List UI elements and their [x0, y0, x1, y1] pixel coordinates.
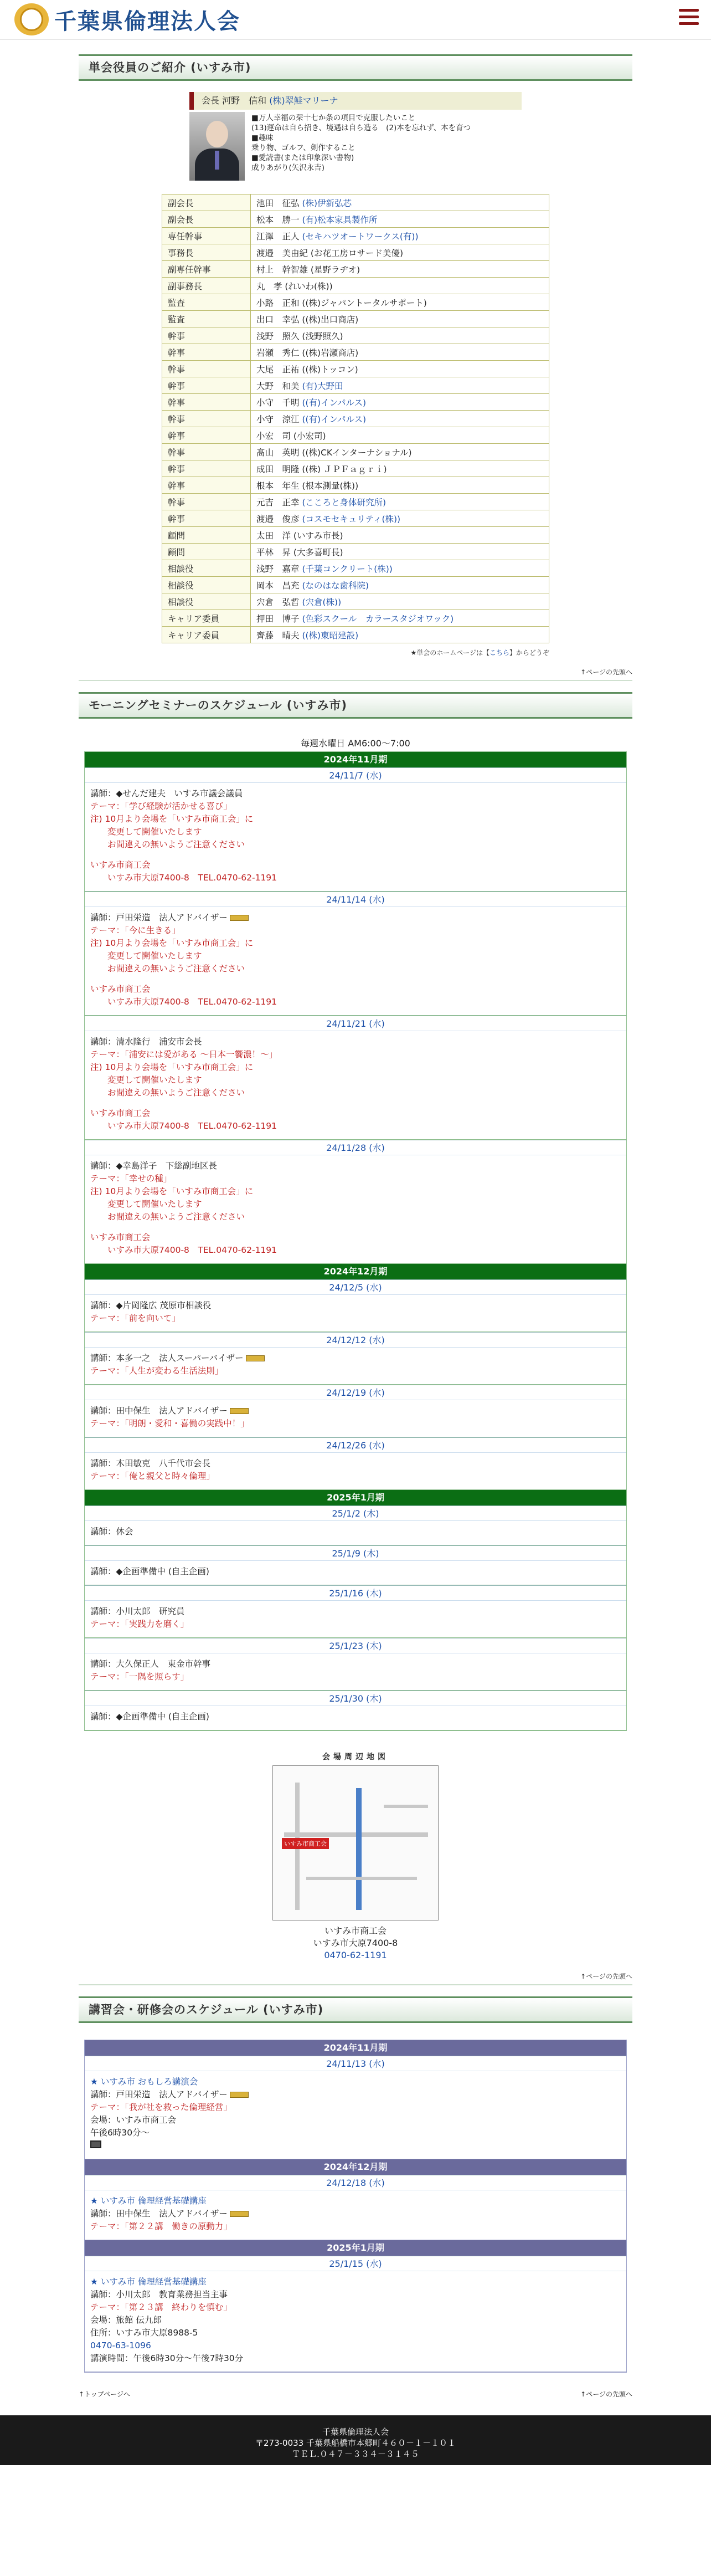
officer-name-cell: [251, 361, 549, 377]
officer-company-link[interactable]: (有)大野田: [302, 381, 343, 391]
officer-name-cell: [251, 444, 549, 460]
officer-name-cell: [251, 278, 549, 294]
seminar-date: 24/11/13 (水): [85, 2056, 626, 2071]
president-text-line: ■趣味: [251, 134, 274, 142]
schedule-entry: [85, 1155, 626, 1264]
officer-role: 副会長: [162, 194, 251, 211]
map-caption: いすみ市商工会 いすみ市大原7400-8 0470-62-1191: [313, 1925, 398, 1960]
pagetop-link[interactable]: ↑ページの先頭へ: [580, 1973, 632, 1980]
officer-name-cell: [251, 377, 549, 394]
footer-address: 〒273-0033 千葉県船橋市本郷町４６０－１－１０１: [255, 2438, 456, 2448]
speaker: [90, 1457, 621, 1470]
site-header: [0, 0, 711, 40]
officer-company-link[interactable]: (なのはな歯科院): [302, 580, 369, 591]
officer-role: 幹事: [162, 510, 251, 527]
officer-name: 小路 正和 ((株)ジャパントータルサポート): [256, 298, 427, 308]
pagetop-link[interactable]: ↑ページの先頭へ: [580, 2390, 632, 2398]
officer-role: 顧問: [162, 527, 251, 544]
officer-name-cell: [251, 394, 549, 411]
officer-row: [162, 244, 549, 261]
theme: テーマ：「学び経験が活かせる喜び」: [90, 801, 232, 811]
officer-name-cell: [251, 460, 549, 477]
officer-row: [162, 527, 549, 544]
month-header: 2024年12月期: [85, 1264, 626, 1279]
speaker-text: 講師：◆片岡隆広 茂原市相談役: [90, 1300, 212, 1310]
officer-role: 事務長: [162, 244, 251, 261]
menu-hamburger-icon[interactable]: [679, 9, 699, 25]
schedule-date: 24/12/5 (水): [85, 1279, 626, 1295]
officer-role: 幹事: [162, 444, 251, 460]
officer-role: 専任幹事: [162, 228, 251, 244]
officer-name: 村上 幹智雄 (星野ラヂオ): [256, 264, 360, 275]
officer-name: 丸 孝 (れいわ(株)): [256, 281, 333, 291]
seminar-title-link[interactable]: ★ いすみ市 倫理経営基礎講座: [90, 2196, 207, 2206]
speaker: [90, 1036, 621, 1048]
profile-badge-icon[interactable]: [230, 1408, 249, 1414]
speaker-text: 講師：休会: [90, 1527, 133, 1537]
officer-name-cell: [251, 344, 549, 361]
schedule-date: 24/12/26 (水): [85, 1437, 626, 1453]
pagetop-link[interactable]: ↑ページの先頭へ: [580, 668, 632, 676]
schedule-entry: [85, 783, 626, 892]
officer-company-link[interactable]: (色彩スクール カラースタジオワック): [302, 613, 454, 624]
officer-name: 小守 千明: [256, 397, 300, 408]
profile-badge-icon[interactable]: [230, 2211, 249, 2217]
officer-name-cell: [251, 211, 549, 228]
schedule-date: 24/11/7 (水): [85, 767, 626, 783]
officer-company-link[interactable]: ((株)東昭建設): [302, 630, 359, 641]
officer-name: 渡邉 美由紀 (お花工房ロサード美優): [256, 248, 404, 258]
officer-name: 元吉 正幸: [256, 497, 300, 508]
officers-heading: 単会役員のご紹介 (いすみ市): [79, 54, 632, 81]
schedule-entry: [85, 1706, 626, 1730]
officer-row: [162, 327, 549, 344]
venue-change-note: 注) 10月より会場を「いすみ市商工会」に: [90, 938, 254, 948]
morning-section: [79, 692, 632, 1985]
officer-name: 齊藤 晴夫: [256, 630, 300, 641]
officer-row: [162, 544, 549, 560]
spacer: [90, 975, 621, 983]
schedule-date: 24/12/12 (水): [85, 1332, 626, 1348]
officer-name: 大野 和美: [256, 381, 300, 391]
logo-mark-icon: [14, 3, 49, 35]
theme: テーマ：「今に生きる」: [90, 925, 181, 935]
officer-company-link[interactable]: (コスモセキュリティ(株)): [302, 514, 401, 524]
theme: テーマ：「第２３講 終わりを慎む」: [90, 2302, 232, 2312]
venue-line: いすみ市商工会: [90, 860, 151, 870]
venue-change-note: 変更して開催いたします: [90, 1199, 202, 1209]
site-footer: [0, 2415, 711, 2465]
officer-role: 監査: [162, 311, 251, 327]
officer-row: [162, 560, 549, 577]
venue-change-note: 注) 10月より会場を「いすみ市商工会」に: [90, 1186, 254, 1196]
map-venue-label: いすみ市商工会: [282, 1838, 329, 1849]
officer-name-cell: [251, 194, 549, 211]
seminar-line: 会場：いすみ市商工会: [90, 2115, 177, 2125]
officer-role: 副専任幹事: [162, 261, 251, 278]
speaker: [90, 1565, 621, 1578]
officer-name-cell: [251, 228, 549, 244]
officer-name-cell: [251, 261, 549, 278]
speaker: [90, 2088, 621, 2101]
profile-badge-icon[interactable]: [230, 915, 249, 921]
homepage-link[interactable]: こちら: [489, 649, 509, 657]
officer-name: 太田 洋 (いすみ市長): [256, 530, 343, 541]
officer-name-cell: [251, 627, 549, 643]
officer-row: [162, 460, 549, 477]
speaker-text: 講師：木田敏克 八千代市会長: [90, 1458, 211, 1468]
officers-table: [162, 194, 549, 643]
president-company-link[interactable]: (株)翠鮭マリーナ: [269, 95, 338, 106]
seminar-line: 住所：いすみ市大原8988-5: [90, 2328, 198, 2338]
officers-section: [79, 54, 632, 681]
officer-row: [162, 278, 549, 294]
officer-name-cell: [251, 411, 549, 427]
president-text-line: 成りあがり(矢沢永吉): [251, 163, 325, 172]
speaker-text: 講師：田中保生 法人アドバイザー: [90, 1406, 228, 1416]
officer-role: 幹事: [162, 427, 251, 444]
officer-row: [162, 593, 549, 610]
seminar-line: 午後6時30分〜: [90, 2128, 150, 2138]
president-text-line: 乗り物、ゴルフ、剣作すること: [251, 144, 356, 152]
officer-row: [162, 444, 549, 460]
spacer: [90, 1099, 621, 1107]
venue-tel-link[interactable]: 0470-62-1191: [324, 1950, 387, 1960]
spacer: [90, 851, 621, 859]
officer-name-cell: [251, 544, 549, 560]
morning-time: 毎週水曜日 AM6:00〜7:00: [301, 738, 410, 749]
officer-name-cell: [251, 560, 549, 577]
venue-change-note: お間違えの無いようご注意ください: [90, 1088, 245, 1098]
theme: テーマ：「俺と親父と時々倫理」: [90, 1471, 215, 1481]
seminar-tel-link[interactable]: 0470-63-1096: [90, 2341, 151, 2350]
officer-role: 幹事: [162, 327, 251, 344]
officer-name-cell: [251, 494, 549, 510]
officer-name-cell: [251, 577, 549, 593]
officer-row: [162, 344, 549, 361]
month-header: 2024年11月期: [85, 752, 626, 767]
venue-map[interactable]: [272, 1765, 439, 1921]
schedule-date: 25/1/30 (木): [85, 1691, 626, 1706]
officer-row: [162, 228, 549, 244]
speaker-text: 講師：戸田栄造 法人アドバイザー: [90, 913, 228, 923]
officer-name-cell: [251, 510, 549, 527]
officer-row: [162, 261, 549, 278]
speaker-text: 講師：戸田栄造 法人アドバイザー: [90, 2090, 228, 2099]
officer-role: 幹事: [162, 460, 251, 477]
speaker: [90, 1160, 621, 1172]
speaker-text: 講師：清水隆行 浦安市会長: [90, 1037, 202, 1047]
president-label: 会長 河野 信和: [202, 95, 267, 106]
officer-name: 浅野 嘉章: [256, 564, 300, 574]
schedule-date: 24/11/21 (水): [85, 1016, 626, 1031]
officer-name: 岡本 昌充: [256, 580, 300, 591]
theme: テーマ：「人生が変わる生活法則」: [90, 1366, 224, 1376]
theme: テーマ：「我が社を救った倫理経営」: [90, 2102, 232, 2112]
venue-line: いすみ市商工会: [90, 1108, 151, 1118]
theme: テーマ：「前を向いて」: [90, 1313, 181, 1323]
venue-line: いすみ市大原7400-8 TEL.0470-62-1191: [90, 873, 277, 883]
officer-row: [162, 427, 549, 444]
officer-name: 出口 幸弘 ((株)出口商店): [256, 314, 359, 325]
officer-role: 監査: [162, 294, 251, 311]
officer-row: [162, 394, 549, 411]
theme: テーマ：「実践力を磨く」: [90, 1619, 189, 1629]
seminar-entry: [85, 2271, 626, 2372]
seminar-date: 25/1/15 (水): [85, 2256, 626, 2271]
officer-company-link[interactable]: (こころと身体研究所): [302, 497, 387, 508]
officer-row: [162, 194, 549, 211]
officer-role: 幹事: [162, 394, 251, 411]
officer-role: 幹事: [162, 411, 251, 427]
theme: テーマ：「明朗・愛和・喜働の実践中！」: [90, 1418, 249, 1428]
seminar-line: 会場：旅館 伝九郎: [90, 2315, 162, 2325]
president-bar: [189, 92, 522, 110]
divider: [79, 1984, 632, 1985]
month-header: 2025年1月期: [85, 2240, 626, 2256]
month-header: 2025年1月期: [85, 1490, 626, 1505]
speaker-text: 講師：小川太郎 研究員: [90, 1606, 185, 1616]
officer-company-link[interactable]: (有)松本家具製作所: [302, 214, 378, 225]
speaker-text: 講師：◆幸島洋子 下総副地区長: [90, 1161, 217, 1171]
officer-name: 江澤 正人: [256, 231, 300, 242]
schedule-date: 25/1/9 (木): [85, 1545, 626, 1561]
footer-org: 千葉県倫理法人会: [322, 2427, 389, 2437]
president-text-line: (13)運命は自ら招き、境遇は自ら造る (2)本を忘れず、本を育つ: [251, 124, 471, 132]
speaker-text: 講師：◆企画準備中 (自主企画): [90, 1712, 209, 1722]
venue-change-note: お間違えの無いようご注意ください: [90, 1212, 245, 1222]
officer-role: 相談役: [162, 593, 251, 610]
speaker: [90, 2288, 621, 2301]
seminar-title-link[interactable]: ★ いすみ市 おもしろ講演会: [90, 2077, 198, 2087]
officer-company-link[interactable]: (株)伊新弘芯: [302, 198, 352, 208]
officer-name: 押田 博子: [256, 613, 300, 624]
speaker-text: 講師：◆せんだ建夫 いすみ市議会議員: [90, 788, 243, 798]
officer-row: [162, 361, 549, 377]
officer-role: 幹事: [162, 494, 251, 510]
officer-company-link[interactable]: (宍倉(株)): [302, 597, 342, 607]
officer-row: [162, 211, 549, 228]
president-text: [251, 112, 471, 181]
officer-name: 池田 征弘: [256, 198, 300, 208]
officer-company-link[interactable]: (セキハツオートワークス(有)): [302, 231, 419, 242]
schedule-entry: [85, 1561, 626, 1585]
officer-name-cell: [251, 593, 549, 610]
schedule-date: 25/1/16 (木): [85, 1585, 626, 1601]
officer-company-link[interactable]: (千葉コンクリート(株)): [302, 564, 393, 574]
venue-change-note: お間違えの無いようご注意ください: [90, 839, 245, 849]
officer-row: [162, 627, 549, 643]
venue-line: いすみ市商工会: [90, 1232, 151, 1242]
officer-name-cell: [251, 477, 549, 494]
officer-name: 浅野 照久 (浅野照久): [256, 331, 343, 341]
officer-role: キャリア委員: [162, 610, 251, 627]
speaker: [90, 787, 621, 800]
theme: テーマ：「幸せの種」: [90, 1174, 172, 1184]
officer-name: 大尾 正祐 ((株)トッコン): [256, 364, 358, 375]
schedule-date: 24/12/19 (水): [85, 1385, 626, 1400]
speaker: [90, 1710, 621, 1723]
officer-role: 幹事: [162, 377, 251, 394]
venue-change-note: 変更して開催いたします: [90, 1075, 202, 1085]
speaker-text: 講師：◆企画準備中 (自主企画): [90, 1566, 209, 1576]
schedule-entry: [85, 1031, 626, 1140]
venue-map-block: [79, 1751, 632, 1962]
officer-name: 小宏 司 (小宏司): [256, 431, 326, 441]
officer-role: 幹事: [162, 344, 251, 361]
officer-name: 岩瀬 秀仁 ((株)岩瀬商店): [256, 347, 359, 358]
venue-line: いすみ市商工会: [90, 984, 151, 994]
president-text-line: ■愛読書(または印象深い書物): [251, 153, 354, 162]
officer-row: [162, 494, 549, 510]
president-text-line: ■万人幸福の栞十七か条の項目で克服したいこと: [251, 114, 416, 122]
month-header: 2024年11月期: [85, 2040, 626, 2056]
schedule-date: 25/1/2 (木): [85, 1505, 626, 1521]
morning-schedule: [84, 751, 627, 1731]
spacer: [90, 1223, 621, 1231]
morning-heading: モーニングセミナーのスケジュール (いすみ市): [79, 692, 632, 719]
speaker-text: 講師：大久保正人 東金市幹事: [90, 1659, 211, 1669]
seminar-date: 24/12/18 (水): [85, 2175, 626, 2190]
schedule-entry: [85, 1453, 626, 1490]
profile-badge-icon[interactable]: [230, 2092, 249, 2098]
speaker-text: 講師：田中保生 法人アドバイザー: [90, 2209, 228, 2219]
officer-company-link[interactable]: ((有)インパルス): [302, 414, 367, 424]
venue-change-note: 変更して開催いたします: [90, 827, 202, 837]
officer-role: 副事務長: [162, 278, 251, 294]
venue-change-note: 変更して開催いたします: [90, 951, 202, 961]
footer-tel: ＴＥＬ.０４７－３３４－３１４５: [292, 2449, 419, 2459]
officer-company-link[interactable]: ((有)インパルス): [302, 397, 367, 408]
footer-links: [79, 2389, 632, 2399]
profile-badge-icon[interactable]: [246, 1355, 265, 1361]
schedule-entry: [85, 1295, 626, 1332]
speaker: [90, 2208, 621, 2220]
officer-name: 根本 年生 (根本測量(株)): [256, 480, 359, 491]
schedule-entry: [85, 1601, 626, 1638]
president-body: [189, 112, 632, 181]
schedule-entry: [85, 1653, 626, 1691]
president-photo: [189, 112, 245, 181]
theme: テーマ：「浦安には愛がある 〜日本一饗濃！〜」: [90, 1049, 278, 1059]
officer-row: [162, 294, 549, 311]
seminar-extra: 講演時間：午後6時30分〜午後7時30分: [90, 2353, 244, 2363]
speaker: [90, 1405, 621, 1417]
officer-name-cell: [251, 610, 549, 627]
seminar-heading: 講習会・研修会のスケジュール (いすみ市): [79, 1996, 632, 2023]
seminar-entry: [85, 2071, 626, 2159]
officer-role: 顧問: [162, 544, 251, 560]
officer-name: 渡邉 俊彦: [256, 514, 300, 524]
officer-role: 副会長: [162, 211, 251, 228]
officer-name: 髙山 英明 ((株)CKインターナショナル): [256, 447, 412, 458]
officer-role: 相談役: [162, 560, 251, 577]
officer-name-cell: [251, 294, 549, 311]
schedule-date: 24/11/28 (水): [85, 1140, 626, 1155]
officer-name: 平林 昇 (大多喜町長): [256, 547, 343, 557]
speaker-text: 講師：小川太郎 教育業務担当主事: [90, 2290, 228, 2300]
officer-name-cell: [251, 427, 549, 444]
schedule-date: 24/11/14 (水): [85, 892, 626, 907]
schedule-entry: [85, 1348, 626, 1385]
speaker: [90, 911, 621, 924]
officer-row: [162, 610, 549, 627]
officer-name: 宍倉 弘哲: [256, 597, 300, 607]
top-page-link[interactable]: ↑トップページへ: [79, 2390, 130, 2398]
venue-change-note: 注) 10月より会場を「いすみ市商工会」に: [90, 1062, 254, 1072]
officer-role: キャリア委員: [162, 627, 251, 643]
divider: [79, 680, 632, 681]
seminar-schedule: [84, 2040, 627, 2373]
officer-row: [162, 311, 549, 327]
seminar-entry: [85, 2190, 626, 2240]
schedule-entry: [85, 1400, 626, 1437]
venue-line: いすみ市大原7400-8 TEL.0470-62-1191: [90, 1121, 277, 1131]
speaker: [90, 1525, 621, 1538]
officer-role: 幹事: [162, 477, 251, 494]
officer-row: [162, 477, 549, 494]
seminar-title-link[interactable]: ★ いすみ市 倫理経営基礎講座: [90, 2277, 207, 2287]
schedule-date: 25/1/23 (木): [85, 1638, 626, 1653]
venue-line: いすみ市大原7400-8 TEL.0470-62-1191: [90, 997, 277, 1007]
video-icon[interactable]: [90, 2140, 101, 2148]
officer-name-cell: [251, 527, 549, 544]
speaker-text: 講師：本多一之 法人スーパーバイザー: [90, 1353, 244, 1363]
officer-row: [162, 411, 549, 427]
officer-role: 相談役: [162, 577, 251, 593]
officer-role: 幹事: [162, 361, 251, 377]
officer-row: [162, 377, 549, 394]
map-title: 会場周辺地図: [322, 1753, 389, 1761]
theme: テーマ：「第２２講 働きの原動力」: [90, 2221, 232, 2231]
footer-tel-link[interactable]: ０４７－３３４－３１４５: [319, 2449, 419, 2459]
venue-change-note: 注) 10月より会場を「いすみ市商工会」に: [90, 814, 254, 824]
officer-name-cell: [251, 311, 549, 327]
officer-name: 小守 涼江: [256, 414, 300, 424]
officer-name: 成田 明隆 ((株) ＪＰＦａｇｒｉ): [256, 464, 387, 474]
officer-name-cell: [251, 327, 549, 344]
speaker: [90, 1299, 621, 1312]
schedule-entry: [85, 1521, 626, 1545]
schedule-entry: [85, 907, 626, 1016]
month-header: 2024年12月期: [85, 2159, 626, 2175]
venue-change-note: お間違えの無いようご注意ください: [90, 964, 245, 974]
theme: テーマ：「一隅を照らす」: [90, 1672, 189, 1682]
officer-row: [162, 577, 549, 593]
homepage-note: ★単会のホームページは【こちら】からどうぞ: [410, 649, 549, 657]
seminar-section: [79, 1996, 632, 2373]
speaker: [90, 1658, 621, 1671]
officer-name-cell: [251, 244, 549, 261]
officer-row: [162, 510, 549, 527]
site-logo[interactable]: [14, 3, 240, 35]
speaker: [90, 1605, 621, 1618]
officer-name: 松本 勝一: [256, 214, 300, 225]
speaker: [90, 1352, 621, 1365]
site-title: 千葉県倫理法人会: [54, 8, 240, 34]
venue-line: いすみ市大原7400-8 TEL.0470-62-1191: [90, 1245, 277, 1255]
